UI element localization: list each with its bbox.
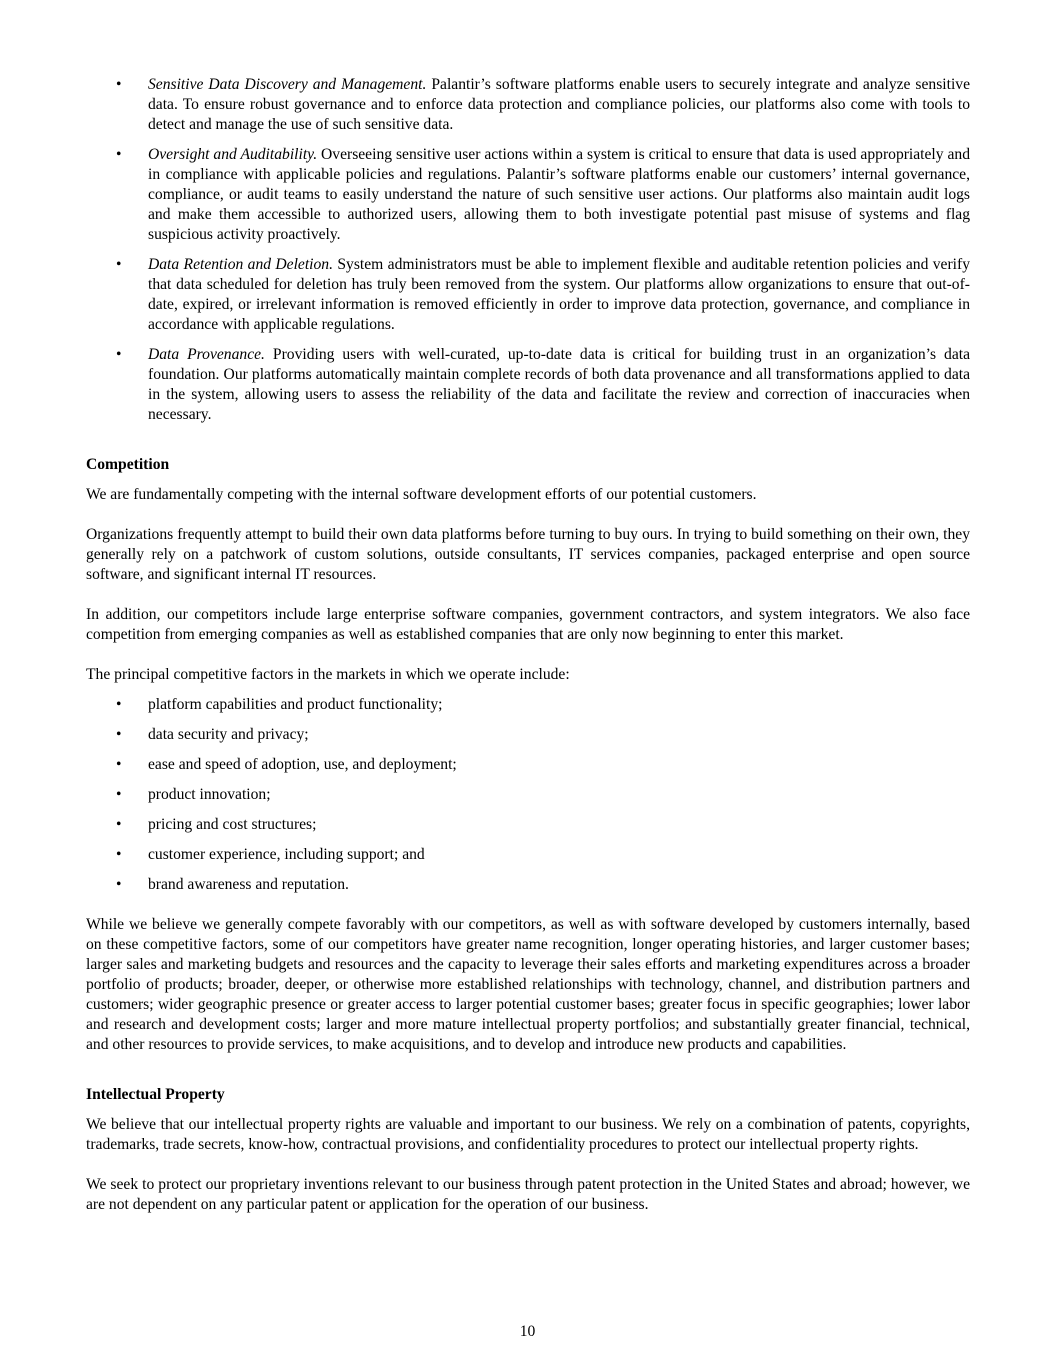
bullet-glyph: • — [116, 876, 122, 893]
bullet-glyph: • — [116, 786, 122, 803]
competitive-factors-list — [86, 695, 970, 895]
factor-text: product innovation; — [148, 786, 271, 803]
competition-heading: Competition — [86, 456, 170, 473]
bullet-text: Overseeing sensitive user actions within a system is critical to ensure that data is used appropriately and in compliance with applicable policies and regulations. Palantir’s software platforms enable our customers’ internal governance, compliance, or audit teams to easily understand the nature of such sensitive user actions. Our platforms also maintain audit logs and make them accessible to authorized users, allowing them to both investigate potential past misuse of systems and flag suspicious activity proactively. — [148, 146, 970, 243]
bullet-glyph: • — [116, 346, 122, 363]
bullet-glyph: • — [116, 146, 122, 163]
factor-item — [86, 755, 970, 775]
bullet-glyph: • — [116, 816, 122, 833]
bullet-glyph: • — [116, 76, 122, 93]
page-content — [86, 75, 970, 1215]
bullet-oversight — [86, 145, 970, 245]
factor-text: brand awareness and reputation. — [148, 876, 349, 893]
bullet-text: Palantir’s software platforms enable users to securely integrate and analyze sensitive data. To ensure robust governance and to enforce data protection and compliance policies, our platforms also come with tools to detect and manage the use of such sensitive data. — [148, 76, 970, 133]
bullet-term: Data Retention and Deletion. — [148, 256, 334, 273]
bullet-sensitive-data — [86, 75, 970, 135]
factor-item — [86, 815, 970, 835]
bullet-text: Providing users with well-curated, up-to-date data is critical for building trust in an organization’s data foundation. Our platforms automatically maintain complete records of both data provenance and all transformations applied to data in the system, allowing users to assess the reliability of the data and facilitate the review and correction of inaccuracies when necessary. — [148, 346, 970, 423]
bullet-text: System administrators must be able to implement flexible and auditable retention policies and verify that data scheduled for deletion has truly been removed from the system. Our platforms allow organizations to ensure that out-of-date, expired, or irrelevant information is removed efficiently in order to improve data protection, governance, and compliance in accordance with applicable regulations. — [148, 256, 970, 333]
page-number: 10 — [519, 1323, 536, 1340]
factor-item — [86, 875, 970, 895]
factor-text: platform capabilities and product functionality; — [148, 696, 443, 713]
factor-text: ease and speed of adoption, use, and deployment; — [148, 756, 457, 773]
bullet-glyph: • — [116, 256, 122, 273]
factor-item — [86, 695, 970, 715]
bullet-glyph: • — [116, 696, 122, 713]
governance-bullet-list — [86, 75, 970, 425]
competition-paragraph-3: In addition, our competitors include large enterprise software companies, government contractors, and system integrators. We also face competition from emerging companies as well as established companies that are only now beginning to enter this market. — [86, 606, 970, 643]
competition-paragraph-1: We are fundamentally competing with the internal software development efforts of our potential customers. — [86, 486, 757, 503]
bullet-glyph: • — [116, 726, 122, 743]
factor-text: data security and privacy; — [148, 726, 309, 743]
factor-item — [86, 725, 970, 745]
bullet-glyph: • — [116, 756, 122, 773]
competition-paragraph-2: Organizations frequently attempt to build their own data platforms before turning to buy ours. In trying to build something on their own, they generally rely on a patchwork of custom solutions, outside consultants, IT services companies, packaged enterprise and open source software, and significant internal IT resources. — [86, 526, 970, 583]
bullet-term: Sensitive Data Discovery and Management. — [148, 76, 427, 93]
factor-text: pricing and cost structures; — [148, 816, 317, 833]
ip-paragraph-2: We seek to protect our proprietary inventions relevant to our business through patent protection in the United States and abroad; however, we are not dependent on any particular patent or application for the operation of our business. — [86, 1176, 970, 1213]
factor-text: customer experience, including support; and — [148, 846, 425, 863]
bullet-provenance — [86, 345, 970, 425]
bullet-term: Data Provenance. — [148, 346, 265, 363]
ip-paragraph-1: We believe that our intellectual property rights are valuable and important to our business. We rely on a combination of patents, copyrights, trademarks, trade secrets, know-how, contractual provisions, and confidentiality procedures to protect our intellectual property rights. — [86, 1116, 970, 1153]
intellectual-property-heading: Intellectual Property — [86, 1086, 225, 1103]
bullet-retention — [86, 255, 970, 335]
factor-item — [86, 785, 970, 805]
competition-closing-paragraph: While we believe we generally compete favorably with our competitors, as well as with software developed by customers internally, based on these competitive factors, some of our competitors have greater name recognition, longer operating histories, and larger customer bases; larger sales and marketing budgets and resources and the capacity to leverage their sales efforts and marketing expenditures across a broader portfolio of products; broader, deeper, or otherwise more established relationships with technology, channel, and distribution partners and customers; wider geographic presence or greater access to larger potential customer bases; greater focus in specific geographies; lower labor and research and development costs; larger and more mature intellectual property portfolios; and substantially greater financial, technical, and other resources to provide services, to make acquisitions, and to develop and introduce new products and capabilities. — [86, 916, 970, 1053]
competition-paragraph-4: The principal competitive factors in the markets in which we operate include: — [86, 666, 570, 683]
bullet-glyph: • — [116, 846, 122, 863]
factor-item — [86, 845, 970, 865]
bullet-term: Oversight and Auditability. — [148, 146, 318, 163]
